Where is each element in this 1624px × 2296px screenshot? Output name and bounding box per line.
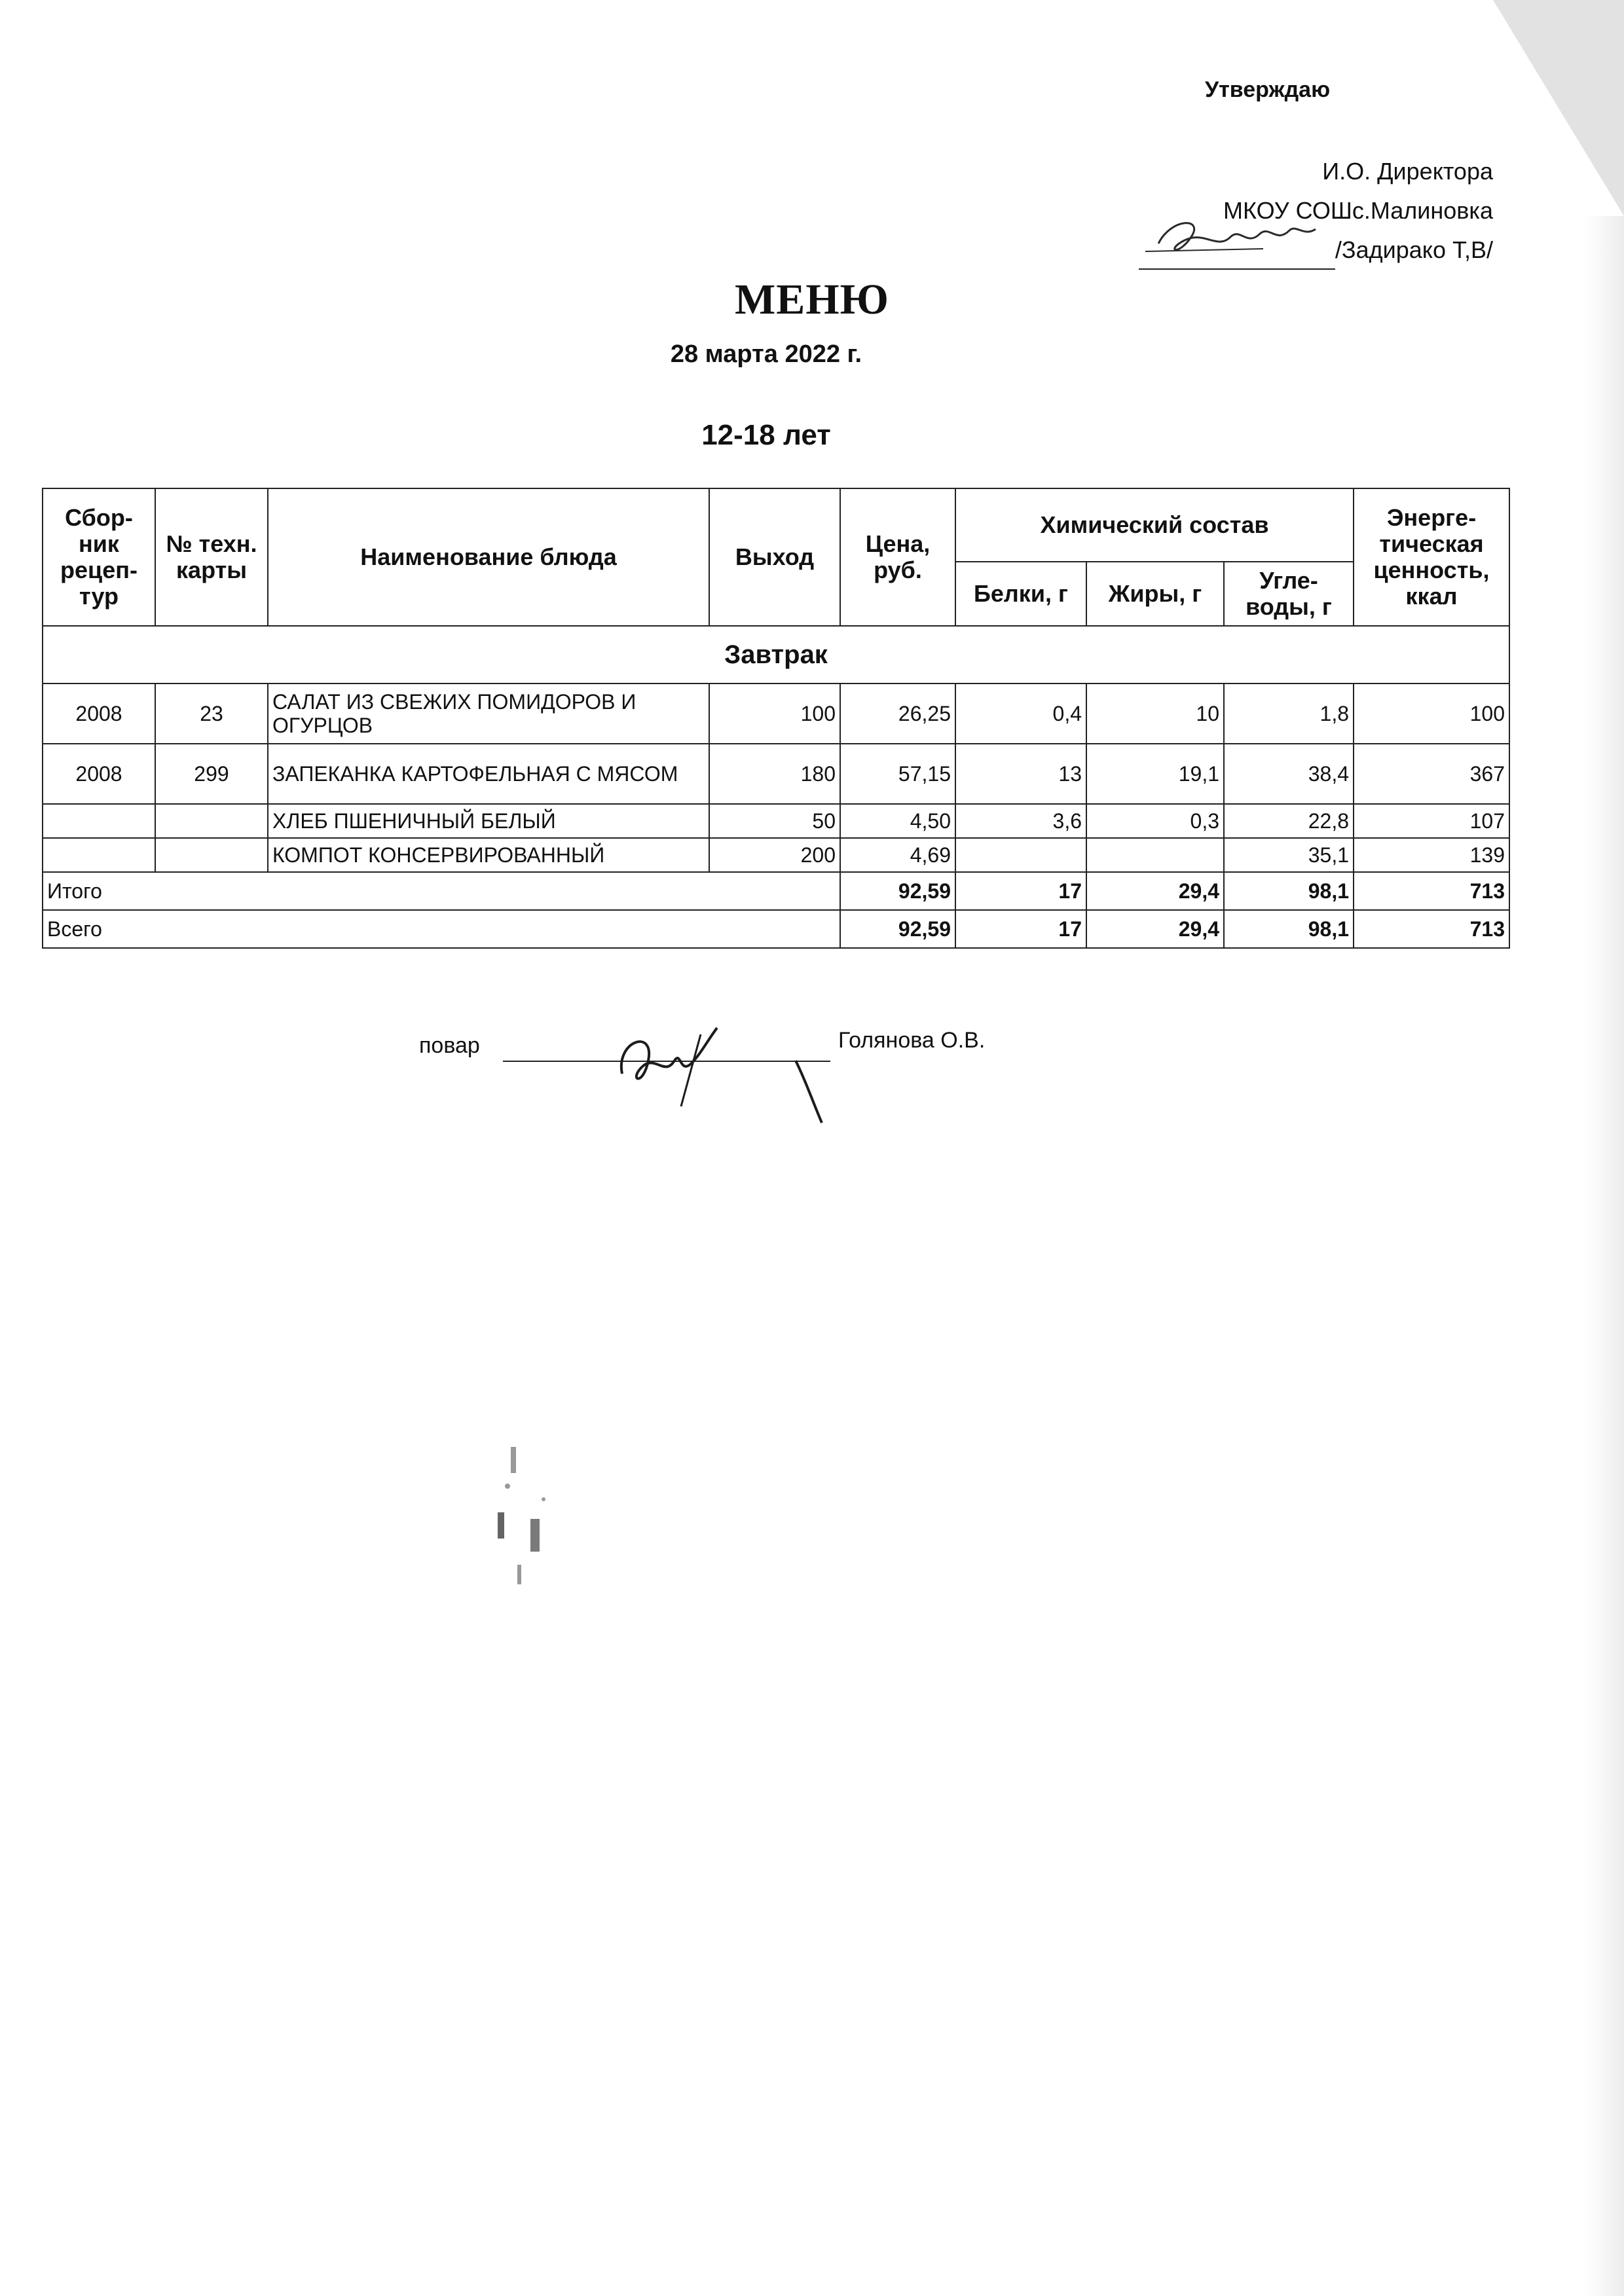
total-fats: 29,4 <box>1086 910 1224 948</box>
cell-yield: 200 <box>709 838 840 872</box>
approval-signature-row <box>1048 230 1493 270</box>
cell-fats: 19,1 <box>1086 744 1224 804</box>
cell-carbs: 35,1 <box>1224 838 1354 872</box>
cell-dish: ЗАПЕКАНКА КАРТОФЕЛЬНАЯ С МЯСОМ <box>268 744 709 804</box>
paper-edge-shadow <box>1585 216 1624 2296</box>
cell-card <box>155 804 268 838</box>
cell-collection: 2008 <box>43 683 155 744</box>
cell-carbs: 38,4 <box>1224 744 1354 804</box>
total-label: Всего <box>43 910 840 948</box>
cook-role: повар <box>419 1033 480 1058</box>
cell-yield: 50 <box>709 804 840 838</box>
section-breakfast: Завтрак <box>43 626 1509 683</box>
menu-date: 28 марта 2022 г. <box>670 340 862 368</box>
header-proteins: Белки, г <box>955 562 1086 626</box>
total-price: 92,59 <box>840 910 955 948</box>
cell-carbs: 22,8 <box>1224 804 1354 838</box>
subtotal-row <box>43 872 1509 910</box>
ink-smudge <box>471 1440 576 1597</box>
subtotal-label: Итого <box>43 872 840 910</box>
approval-school: МКОУ СОШс.Малиновка <box>1223 197 1493 224</box>
menu-table <box>42 488 1510 949</box>
table-header-row <box>43 488 1509 562</box>
approval-signatory: /Задирако Т,В/ <box>1335 236 1493 263</box>
cook-signature <box>602 1015 838 1126</box>
subtotal-carbs: 98,1 <box>1224 872 1354 910</box>
cell-yield: 180 <box>709 744 840 804</box>
cell-dish: ХЛЕБ ПШЕНИЧНЫЙ БЕЛЫЙ <box>268 804 709 838</box>
cell-price: 4,50 <box>840 804 955 838</box>
cook-name: Голянова О.В. <box>838 1028 986 1053</box>
cell-energy: 100 <box>1354 683 1509 744</box>
cell-energy: 107 <box>1354 804 1509 838</box>
cell-proteins <box>955 838 1086 872</box>
cell-fats: 10 <box>1086 683 1224 744</box>
subtotal-price: 92,59 <box>840 872 955 910</box>
subtotal-energy: 713 <box>1354 872 1509 910</box>
table-row <box>43 744 1509 804</box>
table-row <box>43 838 1509 872</box>
director-signature <box>1132 211 1329 263</box>
cell-card: 299 <box>155 744 268 804</box>
cell-dish: САЛАТ ИЗ СВЕЖИХ ПОМИДОРОВ И ОГУРЦОВ <box>268 683 709 744</box>
table-row <box>43 804 1509 838</box>
total-proteins: 17 <box>955 910 1086 948</box>
table-row <box>43 683 1509 744</box>
cook-signature-block <box>419 1028 1074 1067</box>
section-row <box>43 626 1509 683</box>
cell-price: 4,69 <box>840 838 955 872</box>
cell-card <box>155 838 268 872</box>
cell-proteins: 0,4 <box>955 683 1086 744</box>
director-signature-line <box>1139 242 1335 270</box>
cell-dish: КОМПОТ КОНСЕРВИРОВАННЫЙ <box>268 838 709 872</box>
folded-corner <box>1493 0 1624 216</box>
cell-card: 23 <box>155 683 268 744</box>
header-collection: Сбор-ник рецеп-тур <box>43 488 155 626</box>
header-yield: Выход <box>709 488 840 626</box>
header-dish: Наименование блюда <box>268 488 709 626</box>
header-energy: Энерге-тическая ценность, ккал <box>1354 488 1509 626</box>
total-row <box>43 910 1509 948</box>
cell-proteins: 3,6 <box>955 804 1086 838</box>
cell-yield: 100 <box>709 683 840 744</box>
cell-price: 26,25 <box>840 683 955 744</box>
cell-collection <box>43 804 155 838</box>
age-group: 12-18 лет <box>701 419 831 451</box>
cell-collection <box>43 838 155 872</box>
cell-proteins: 13 <box>955 744 1086 804</box>
header-chem: Химический состав <box>955 488 1354 562</box>
document-title: МЕНЮ <box>735 276 889 323</box>
approval-block <box>1048 152 1493 270</box>
cell-energy: 367 <box>1354 744 1509 804</box>
cell-energy: 139 <box>1354 838 1509 872</box>
approval-position: И.О. Директора <box>1322 158 1493 185</box>
approval-heading: Утверждаю <box>1205 77 1331 102</box>
cell-price: 57,15 <box>840 744 955 804</box>
header-price: Цена, руб. <box>840 488 955 626</box>
cell-collection: 2008 <box>43 744 155 804</box>
total-energy: 713 <box>1354 910 1509 948</box>
cell-carbs: 1,8 <box>1224 683 1354 744</box>
cell-fats: 0,3 <box>1086 804 1224 838</box>
subtotal-fats: 29,4 <box>1086 872 1224 910</box>
cell-fats <box>1086 838 1224 872</box>
subtotal-proteins: 17 <box>955 872 1086 910</box>
total-carbs: 98,1 <box>1224 910 1354 948</box>
header-tech-card: № техн. карты <box>155 488 268 626</box>
header-fats: Жиры, г <box>1086 562 1224 626</box>
header-carbs: Угле-воды, г <box>1224 562 1354 626</box>
